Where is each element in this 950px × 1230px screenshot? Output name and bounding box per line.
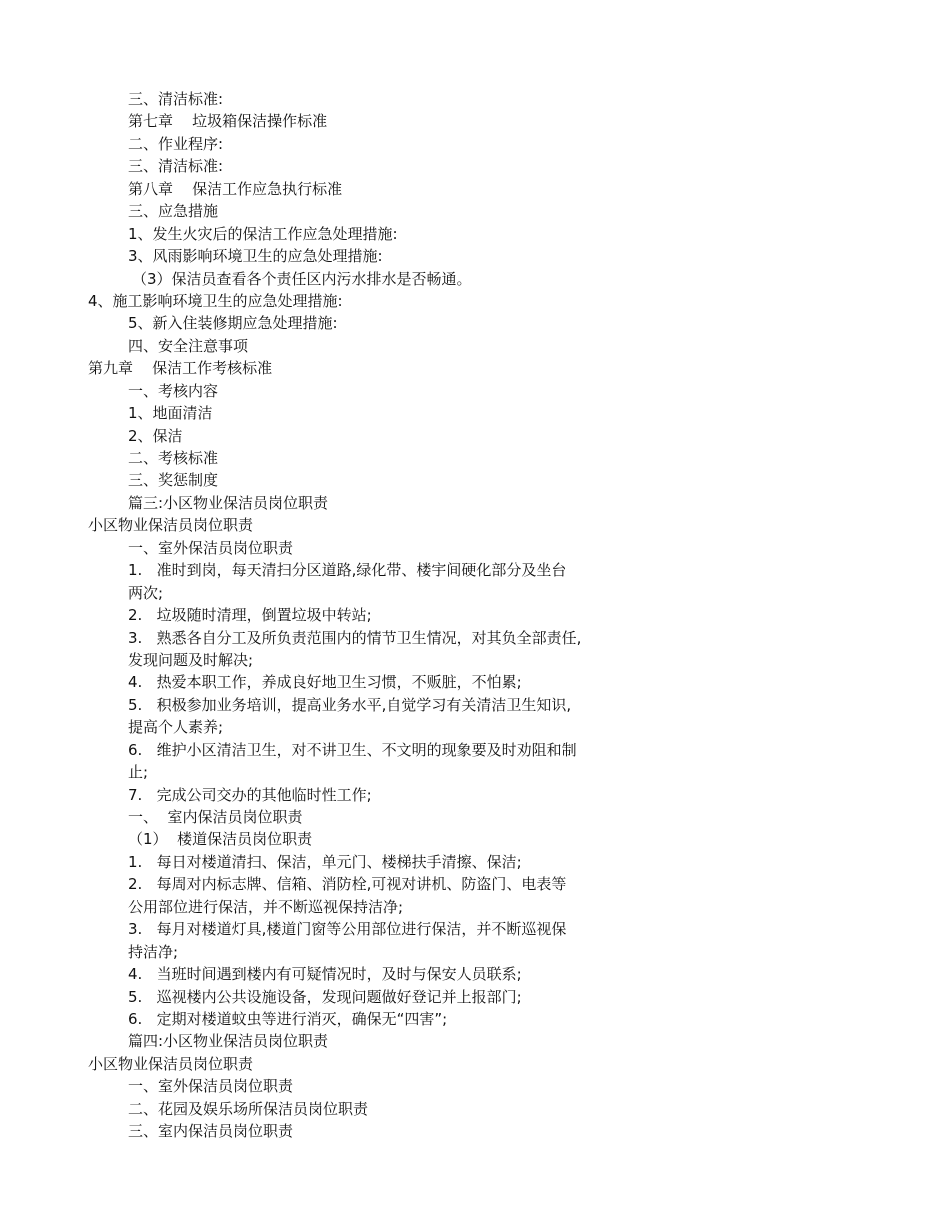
- text-line: 三、清洁标准:: [128, 90, 224, 108]
- text-line: 二、花园及娱乐场所保洁员岗位职责: [128, 1099, 369, 1118]
- text-line: 第七章 垃圾箱保洁操作标准: [128, 112, 328, 131]
- text-line: 三、应急措施: [128, 202, 219, 221]
- text-line: 2、保洁: [128, 426, 183, 445]
- text-line: 二、考核标准: [128, 449, 219, 467]
- text-line: 篇三:小区物业保洁员岗位职责: [128, 493, 329, 512]
- text-line: 4. 当班时间遇到楼内有可疑情况时，及时与保安人员联系;: [128, 965, 522, 984]
- text-line: （1） 楼道保洁员岗位职责: [128, 830, 313, 849]
- text-line: 二、作业程序:: [128, 134, 224, 153]
- text-line: 提高个人素养;: [128, 718, 224, 737]
- text-line: 1、地面清洁: [128, 404, 213, 423]
- text-line: 一、考核内容: [128, 381, 219, 400]
- text-line: 3、风雨影响环境卫生的应急处理措施:: [128, 247, 383, 266]
- text-line: 一、室外保洁员岗位职责: [128, 538, 294, 557]
- text-line: 3. 每月对楼道灯具,楼道门窗等公用部位进行保洁，并不断巡视保: [128, 920, 567, 939]
- text-line: 3. 熟悉各自分工及所负责范围内的情节卫生情况，对其负全部责任,: [128, 628, 582, 647]
- text-line: 四、安全注意事项: [128, 336, 249, 355]
- text-line: 发现问题及时解决;: [128, 650, 254, 669]
- text-line: 小区物业保洁员岗位职责: [88, 516, 254, 535]
- text-line: 一、 室内保洁员岗位职责: [128, 808, 303, 826]
- text-line: 5. 积极参加业务培训，提高业务水平,自觉学习有关清洁卫生知识,: [128, 695, 572, 714]
- text-line: 1、发生火灾后的保洁工作应急处理措施:: [128, 224, 398, 243]
- text-line: 4. 热爱本职工作，养成良好地卫生习惯，不贩脏，不怕累;: [128, 673, 522, 692]
- text-line: 第九章 保洁工作考核标准: [88, 359, 273, 378]
- text-line: 三、室内保洁员岗位职责: [128, 1122, 294, 1141]
- text-line: 三、清洁标准:: [128, 157, 224, 176]
- text-line: 止;: [128, 763, 149, 782]
- text-line: 篇四:小区物业保洁员岗位职责: [128, 1032, 329, 1051]
- text-line: 6. 定期对楼道蚊虫等进行消灭，确保无“四害”;: [128, 1009, 448, 1028]
- text-line: 6. 维护小区清洁卫生，对不讲卫生、不文明的现象要及时劝阻和制: [128, 740, 577, 759]
- document-body: [0, 88, 950, 1143]
- text-line: 5、新入住装修期应急处理措施:: [128, 314, 338, 333]
- text-line: 持洁净;: [128, 942, 179, 961]
- text-line: 5. 巡视楼内公共设施设备，发现问题做好登记并上报部门;: [128, 987, 522, 1006]
- text-line: 一、室外保洁员岗位职责: [128, 1077, 294, 1096]
- text-line: 4、施工影响环境卫生的应急处理措施:: [88, 291, 343, 310]
- text-line: 1. 每日对楼道清扫、保洁，单元门、楼梯扶手清擦、保洁;: [128, 852, 522, 871]
- text-line: （3）保洁员查看各个责任区内污水排水是否畅通。: [132, 269, 472, 288]
- text-line: 2. 每周对内标志牌、信箱、消防栓,可视对讲机、防盗门、电表等: [128, 875, 567, 894]
- text-line: 三、奖惩制度: [128, 471, 219, 490]
- text-line: 公用部位进行保洁，并不断巡视保持洁净;: [128, 897, 404, 916]
- text-line: 小区物业保洁员岗位职责: [88, 1054, 254, 1073]
- text-line: 第八章 保洁工作应急执行标准: [128, 179, 343, 198]
- text-line: 两次;: [128, 583, 164, 602]
- text-line: 1. 准时到岗，每天清扫分区道路,绿化带、楼宇间硬化部分及坐台: [128, 561, 567, 580]
- text-line: 7. 完成公司交办的其他临时性工作;: [128, 785, 372, 804]
- text-line: 2. 垃圾随时清理，倒置垃圾中转站;: [128, 606, 372, 625]
